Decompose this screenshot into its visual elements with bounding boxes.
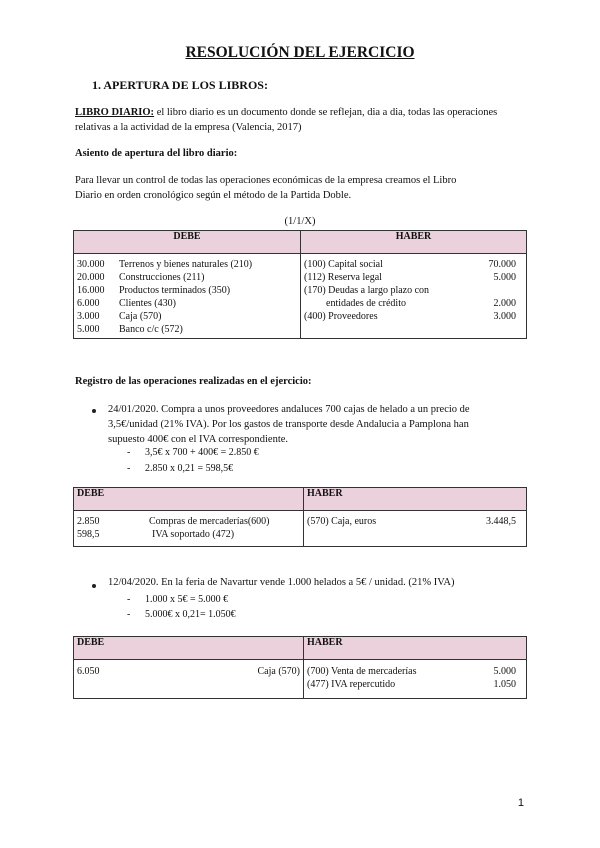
debe-amount: 598,5	[77, 529, 100, 540]
asiento-line2: Diario en orden cronológico según el método de la Partida Doble.	[75, 190, 352, 201]
libro-diario-line2: relativas a la actividad de la empresa (Valencia, 2017)	[75, 122, 302, 133]
haber-account: (112) Reserva legal	[304, 272, 382, 283]
debe-row	[77, 285, 230, 296]
op2-line1: 12/04/2020. En la feria de Navartur vende 1.000 helados a 5€ / unidad. (21% IVA)	[108, 577, 455, 588]
haber-amount: 5.000	[493, 666, 516, 677]
op1-debe-header: DEBE	[74, 488, 304, 511]
debe-account: IVA soportado (472)	[152, 529, 235, 540]
op1-line2: 3,5€/unidad (21% IVA). Por los gastos de transporte desde Andalucia a Pamplona han	[108, 419, 469, 430]
bullet-icon	[92, 409, 96, 413]
page-title: RESOLUCIÓN DEL EJERCICIO	[185, 44, 415, 61]
op1-haber-column	[304, 511, 526, 546]
debe-account: Banco c/c (572)	[119, 324, 183, 335]
op1-debe-column	[74, 511, 303, 546]
asiento-paragraph	[75, 173, 535, 203]
debe-row	[77, 324, 183, 335]
haber-amount: 1.050	[493, 679, 516, 690]
bullet-icon	[92, 584, 96, 588]
libro-diario-term: LIBRO DIARIO:	[75, 107, 155, 118]
asiento-line1: Para llevar un control de todas las operaciones económicas de la empresa creamos el Libro	[75, 175, 457, 186]
haber-account: (100) Capital social	[304, 259, 383, 270]
haber-account: (477) IVA repercutido	[307, 679, 396, 690]
haber-header: HABER	[301, 231, 527, 254]
debe-row	[77, 259, 252, 270]
op2-calc1: 1.000 x 5€ = 5.000 €	[145, 594, 229, 605]
dash-icon: -	[127, 463, 131, 474]
libro-diario-line1: el libro diario es un documento donde se reflejan, dia a dia, todas las operaciones	[154, 107, 498, 118]
debe-amount: 6.000	[77, 298, 100, 309]
op2-haber-column	[304, 660, 526, 698]
debe-amount: 6.050	[77, 666, 100, 677]
op2-haber-header: HABER	[304, 637, 527, 660]
debe-account: Terrenos y bienes naturales (210)	[119, 259, 253, 270]
op1-calc2: 2.850 x 0,21 = 598,5€	[145, 463, 234, 474]
debe-amount: 3.000	[77, 311, 100, 322]
op1-entry-table	[73, 487, 527, 547]
op2-calc2: 5.000€ x 0,21= 1.050€	[145, 609, 236, 620]
debe-account: Construcciones (211)	[119, 272, 205, 283]
libro-diario-paragraph	[75, 105, 535, 135]
opening-entry-table	[73, 230, 527, 339]
debe-row	[77, 272, 204, 283]
haber-account: (570) Caja, euros	[307, 516, 377, 527]
entry-date-label: (1/1/X)	[284, 216, 316, 227]
page-number: 1	[517, 797, 524, 809]
haber-account: (700) Venta de mercaderías	[307, 666, 417, 677]
dash-icon: -	[127, 447, 131, 458]
op2-entry-table	[73, 636, 527, 699]
debe-account: Compras de mercaderías(600)	[149, 516, 270, 527]
debe-amount: 16.000	[77, 285, 105, 296]
op1-line3: supuesto 400€ con el IVA correspondiente.	[108, 434, 289, 445]
haber-amount: 3.000	[493, 311, 516, 322]
haber-amount: 5.000	[493, 272, 516, 283]
op2-debe-column	[74, 660, 303, 698]
debe-header: DEBE	[74, 231, 301, 254]
asiento-heading: Asiento de apertura del libro diario:	[75, 148, 238, 159]
debe-amount: 30.000	[77, 259, 105, 270]
haber-account: (400) Proveedores	[304, 311, 378, 322]
section-heading-apertura: 1. APERTURA DE LOS LIBROS:	[92, 78, 268, 92]
haber-account: entidades de crédito	[326, 298, 406, 309]
haber-account: (170) Deudas a largo plazo con	[304, 285, 430, 296]
debe-amount: 20.000	[77, 272, 105, 283]
op1-description	[108, 402, 470, 447]
haber-amount: 3.448,5	[486, 516, 516, 527]
haber-amount: 2.000	[493, 298, 516, 309]
debe-account: Caja (570)	[257, 666, 300, 677]
debe-amount: 5.000	[77, 324, 100, 335]
op2-debe-header: DEBE	[74, 637, 304, 660]
op1-haber-header: HABER	[304, 488, 527, 511]
registro-heading: Registro de las operaciones realizadas en el ejercicio:	[75, 376, 312, 387]
debe-amount: 2.850	[77, 516, 100, 527]
debe-column	[74, 254, 300, 338]
haber-amount: 70.000	[488, 259, 516, 270]
debe-account: Caja (570)	[119, 311, 162, 322]
dash-icon: -	[127, 594, 131, 605]
op1-line1: 24/01/2020. Compra a unos proveedores andaluces 700 cajas de helado a un precio de	[108, 404, 470, 415]
debe-row	[77, 298, 176, 309]
dash-icon: -	[127, 609, 131, 620]
debe-account: Productos terminados (350)	[119, 285, 231, 296]
haber-column	[301, 254, 526, 338]
debe-account: Clientes (430)	[119, 298, 176, 309]
debe-row	[77, 311, 162, 322]
op1-calc1: 3,5€ x 700 + 400€ = 2.850 €	[145, 447, 259, 458]
